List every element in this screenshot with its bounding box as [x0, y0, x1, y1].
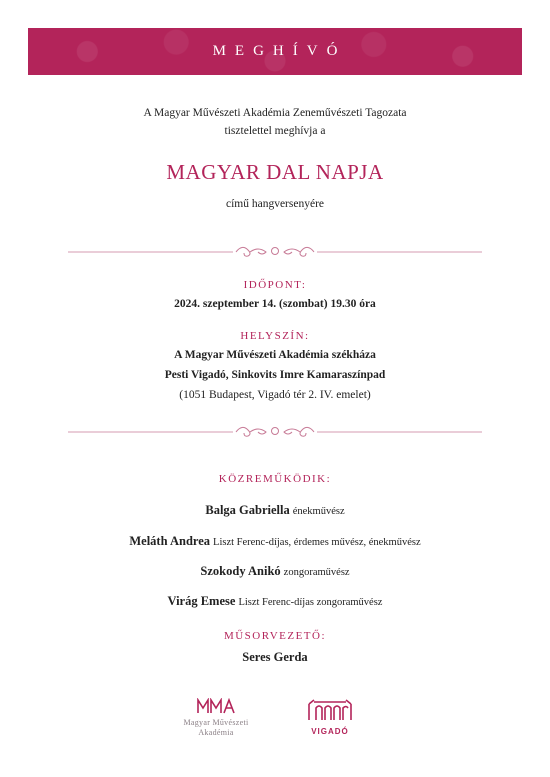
performer-4: [0, 594, 550, 609]
event-title: MAGYAR DAL NAPJA: [166, 160, 384, 184]
venue-label: HELYSZÍN:: [240, 330, 310, 342]
header-banner: [28, 28, 522, 75]
performer-4-role: Liszt Ferenc-díjas zongoraművész: [238, 597, 383, 608]
ornament-divider-top: [68, 242, 482, 258]
performer-1: [0, 503, 550, 518]
performer-3-name: Szokody Anikó: [200, 564, 281, 578]
performer-4-name: Virág Emese: [167, 594, 236, 608]
performer-2-role: Liszt Ferenc-díjas, érdemes művész, énekművész: [213, 537, 421, 548]
mma-logo: [171, 698, 261, 738]
performer-2: [0, 534, 550, 549]
invitation-title: MEGHÍVÓ: [212, 43, 347, 59]
performer-3-role: zongoraművész: [283, 567, 350, 578]
host-label: MŰSORVEZETŐ:: [223, 630, 327, 642]
vigado-logo: [300, 698, 360, 736]
mma-logo-mark-icon: [196, 698, 236, 714]
performer-2-name: Meláth Andrea: [129, 534, 211, 548]
intro-line-2: tisztelettel meghívja a: [224, 125, 326, 137]
performer-3: [0, 564, 550, 579]
vigado-logo-text: VIGADÓ: [311, 727, 349, 736]
venue-line-2: Pesti Vigadó, Sinkovits Imre Kamaraszínpad: [164, 369, 386, 381]
performers-label: KÖZREMŰKÖDIK:: [218, 473, 332, 485]
venue-line-1: A Magyar Művészeti Akadémia székháza: [174, 349, 376, 361]
time-label: IDŐPONT:: [243, 279, 307, 291]
host-name: Seres Gerda: [242, 650, 308, 664]
venue-line-3: (1051 Budapest, Vigadó tér 2. IV. emelet): [179, 389, 371, 401]
ornament-divider-bottom: [68, 424, 482, 440]
time-value: 2024. szeptember 14. (szombat) 19.30 óra: [174, 298, 376, 310]
intro-line-1: A Magyar Művészeti Akadémia Zeneművészeti Tagozata: [143, 107, 407, 119]
performer-1-role: énekművész: [292, 506, 345, 517]
vigado-logo-mark-icon: [306, 698, 354, 722]
performer-1-name: Balga Gabriella: [205, 503, 290, 517]
mma-logo-text-2: Akadémia: [198, 728, 234, 737]
event-subtitle: című hangversenyére: [225, 198, 325, 210]
intro-text: [0, 104, 550, 140]
mma-logo-text-1: Magyar Művészeti: [183, 718, 249, 727]
